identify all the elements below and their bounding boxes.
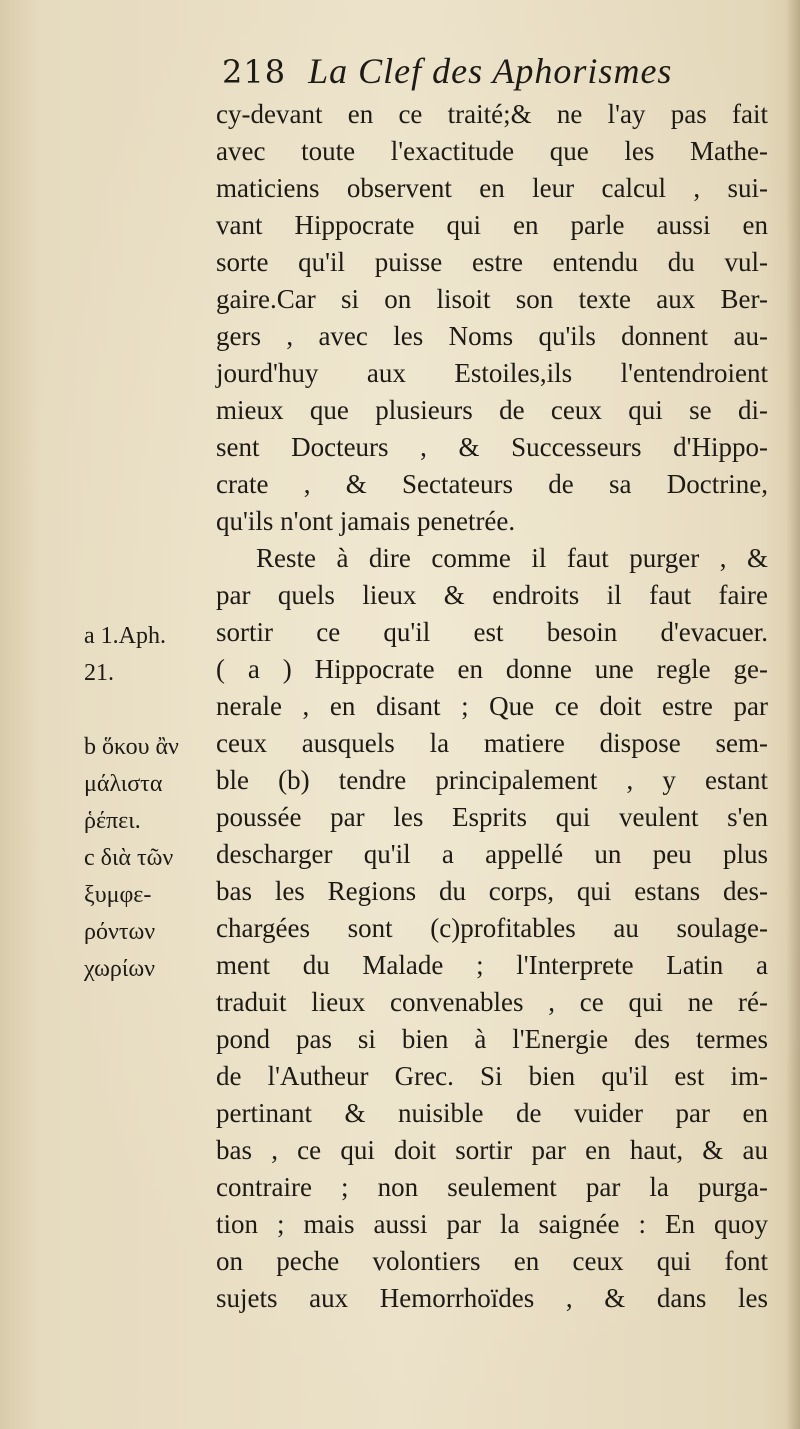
margin-note — [84, 692, 208, 729]
text-line: vant Hippocrate qui en parle aussi en — [216, 210, 768, 240]
text-line: gaire.Car si on lisoit son texte aux Ber- — [216, 284, 768, 314]
margin-note: b ὅκου ἂν — [84, 734, 179, 760]
text-line: bas les Regions du corps, qui estans des- — [216, 876, 768, 906]
text-line: gers , avec les Noms qu'ils donnent au- — [216, 321, 768, 351]
text-line: de l'Autheur Grec. Si bien qu'il est im- — [216, 1061, 768, 1091]
text-line: ment du Malade ; l'Interprete Latin a — [216, 950, 768, 980]
text-line: ble (b) tendre principalement , y estant — [216, 765, 768, 795]
page-number: 218 — [222, 53, 287, 91]
margin-note: ῥέπει. — [84, 808, 141, 834]
text-line: cy-devant en ce traité;& ne l'ay pas fait — [216, 99, 768, 129]
margin-note: ξυμφε- — [84, 882, 152, 908]
page-gutter-shadow — [786, 0, 800, 1429]
page-header — [222, 50, 672, 96]
text-line: poussée par les Esprits qui veulent s'en — [216, 802, 768, 832]
text-line: avec toute l'exactitude que les Mathe- — [216, 136, 768, 166]
text-line: sujets aux Hemorrhoïdes , & dans les — [216, 1283, 768, 1313]
text-line: pertinant & nuisible de vuider par en — [216, 1098, 768, 1128]
text-line: Reste à dire comme il faut purger , & — [256, 543, 768, 573]
text-line: nerale , en disant ; Que ce doit estre par — [216, 691, 768, 721]
text-line: crate , & Sectateurs de sa Doctrine, — [216, 469, 768, 499]
text-line: ceux ausquels la matiere dispose sem- — [216, 728, 768, 758]
margin-note: μάλιστα — [84, 771, 163, 797]
text-line: bas , ce qui doit sortir par en haut, & au — [216, 1135, 768, 1165]
text-line: contraire ; non seulement par la purga- — [216, 1172, 768, 1202]
text-line: qu'ils n'ont jamais penetrée. — [216, 506, 516, 536]
text-line: maticiens observent en leur calcul , sui- — [216, 173, 768, 203]
text-line: sortir ce qu'il est besoin d'evacuer. — [216, 617, 768, 647]
text-line: jourd'huy aux Estoiles,ils l'entendroient — [216, 358, 768, 388]
text-line: ( a ) Hippocrate en donne une regle ge- — [216, 654, 768, 684]
text-line: pond pas si bien à l'Energie des termes — [216, 1024, 768, 1054]
text-line: mieux que plusieurs de ceux qui se di- — [216, 395, 768, 425]
text-line: tion ; mais aussi par la saignée : En quoy — [216, 1209, 768, 1239]
text-line: descharger qu'il a appellé un peu plus — [216, 839, 768, 869]
margin-note: a 1.Aph. — [84, 623, 166, 649]
running-title: La Clef des Aphorismes — [308, 51, 673, 91]
text-line: on peche volontiers en ceux qui font — [216, 1246, 768, 1276]
margin-note: χωρίων — [84, 956, 156, 982]
body-text — [216, 96, 768, 1317]
margin-notes — [84, 618, 208, 988]
text-line: sent Docteurs , & Successeurs d'Hippo- — [216, 432, 768, 462]
text-line: chargées sont (c)profitables au soulage- — [216, 913, 768, 943]
margin-note: c διὰ τῶν — [84, 845, 174, 871]
text-line: traduit lieux convenables , ce qui ne ré- — [216, 987, 768, 1017]
margin-note: ρόντων — [84, 919, 156, 945]
text-line: sorte qu'il puisse estre entendu du vul- — [216, 247, 768, 277]
text-line: par quels lieux & endroits il faut faire — [216, 580, 768, 610]
margin-note: 21. — [84, 660, 114, 686]
